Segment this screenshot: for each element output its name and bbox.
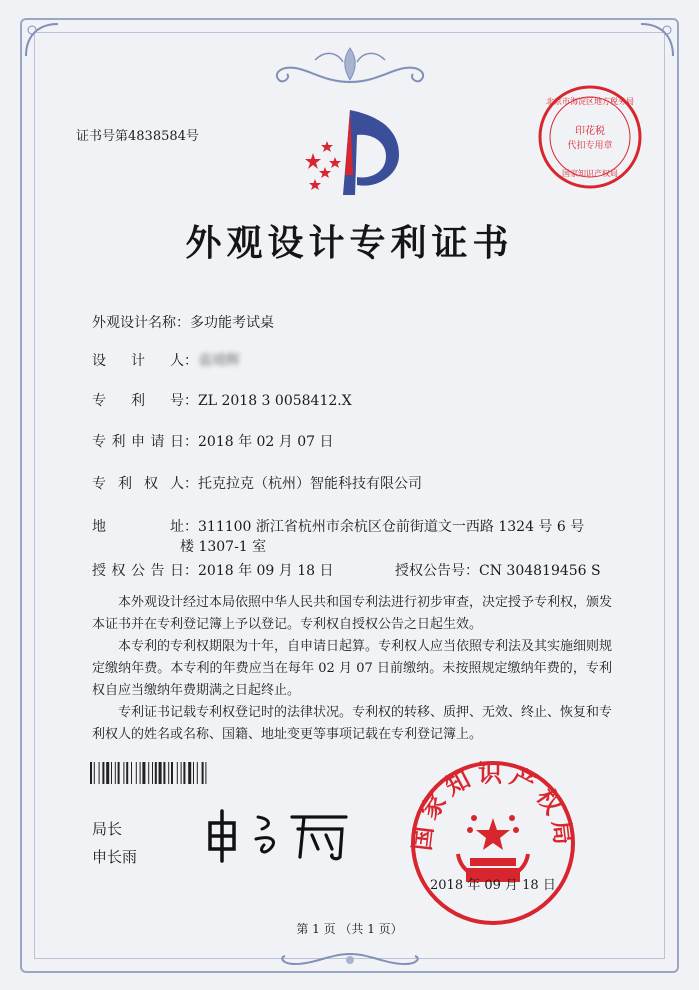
patentee-row: 专利权人：托克拉克（杭州）智能科技有限公司 <box>92 473 422 493</box>
paragraph-2: 本专利的专利权期限为十年，自申请日起算。专利权人应当依照专利法及其实施细则规定缴纳年费。本专利的年费应当在每年 02 月 07 日前缴纳。未按照规定缴纳年费的，专利权自应当缴纳年费期满之日起终止。 <box>92 639 613 698</box>
designer-label: 设计人 <box>92 353 184 369</box>
address-line-2: 楼 1307-1 室 <box>180 539 267 555</box>
barcode <box>90 762 290 784</box>
design-name-label: 外观设计名称 <box>92 315 176 331</box>
address-line-1: 311100 浙江省杭州市余杭区仓前街道文一西路 1324 号 6 号 <box>198 519 585 535</box>
patent-number-label: 专利号 <box>92 393 184 409</box>
grant-date-label: 授权公告日 <box>92 563 184 579</box>
filing-date-value: 2018 年 02 月 07 日 <box>198 434 334 450</box>
certificate-number: 证书号第4838584号 <box>76 129 199 144</box>
design-name-value: 多功能考试桌 <box>190 315 274 331</box>
patent-number-row: 专利号：ZL 2018 3 0058412.X <box>92 390 352 410</box>
designer-row: 设计人：袁靖辉 <box>92 350 240 370</box>
design-name-row: 外观设计名称：多功能考试桌 <box>92 315 274 331</box>
small-seal-line-1: 北京市海淀区地方税务局 <box>546 97 634 106</box>
designer-value: 袁靖辉 <box>198 353 240 369</box>
grant-number-value: CN 304819456 S <box>479 563 601 579</box>
top-ornament <box>265 40 435 88</box>
grant-number-label: 授权公告号 <box>395 563 465 579</box>
address-label: 地址 <box>92 519 184 535</box>
tax-stamp-seal <box>535 82 645 192</box>
director-title: 局长 <box>92 820 123 838</box>
issue-date: 2018 年 09 月 18 日 <box>430 878 556 893</box>
cnipa-logo <box>295 105 405 200</box>
address-row: 地址：311100 浙江省杭州市余杭区仓前街道文一西路 1324 号 6 号 <box>92 516 584 536</box>
seal-text: 国家知识产权局 <box>408 759 578 853</box>
official-seal <box>408 758 578 928</box>
small-seal-line-4: 国家知识产权局 <box>562 169 618 178</box>
bottom-ornament <box>275 950 425 974</box>
director-name: 申长雨 <box>92 848 138 866</box>
patentee-value: 托克拉克（杭州）智能科技有限公司 <box>198 476 422 492</box>
patentee-label: 专利权人 <box>92 476 184 492</box>
paragraph-1: 本外观设计经过本局依照中华人民共和国专利法进行初步审查，决定授予专利权，颁发本证书并在专利登记簿上予以登记。专利权自授权公告之日起生效。 <box>92 595 613 632</box>
grant-number-row: 授权公告号：CN 304819456 S <box>395 563 601 579</box>
page-number: 第 1 页 （共 1 页） <box>296 922 403 936</box>
certificate-title: 外观设计专利证书 <box>185 222 514 264</box>
paragraph-3: 专利证书记载专利权登记时的法律状况。专利权的转移、质押、无效、终止、恢复和专利权人的姓名或名称、国籍、地址变更等事项记载在专利登记簿上。 <box>92 705 613 742</box>
small-seal-line-3: 代扣专用章 <box>567 141 613 151</box>
small-seal-line-2: 印花税 <box>575 126 605 137</box>
legal-text <box>92 592 612 746</box>
grant-date-value: 2018 年 09 月 18 日 <box>198 563 334 579</box>
filing-date-row: 专利申请日：2018 年 02 月 07 日 <box>92 431 334 451</box>
patent-number-value: ZL 2018 3 0058412.X <box>198 393 352 409</box>
corner-ornament-left <box>22 20 62 60</box>
corner-ornament-right <box>637 20 677 60</box>
filing-date-label: 专利申请日 <box>92 434 184 450</box>
grant-date-row: 授权公告日：2018 年 09 月 18 日 <box>92 560 334 580</box>
director-signature <box>200 805 360 865</box>
